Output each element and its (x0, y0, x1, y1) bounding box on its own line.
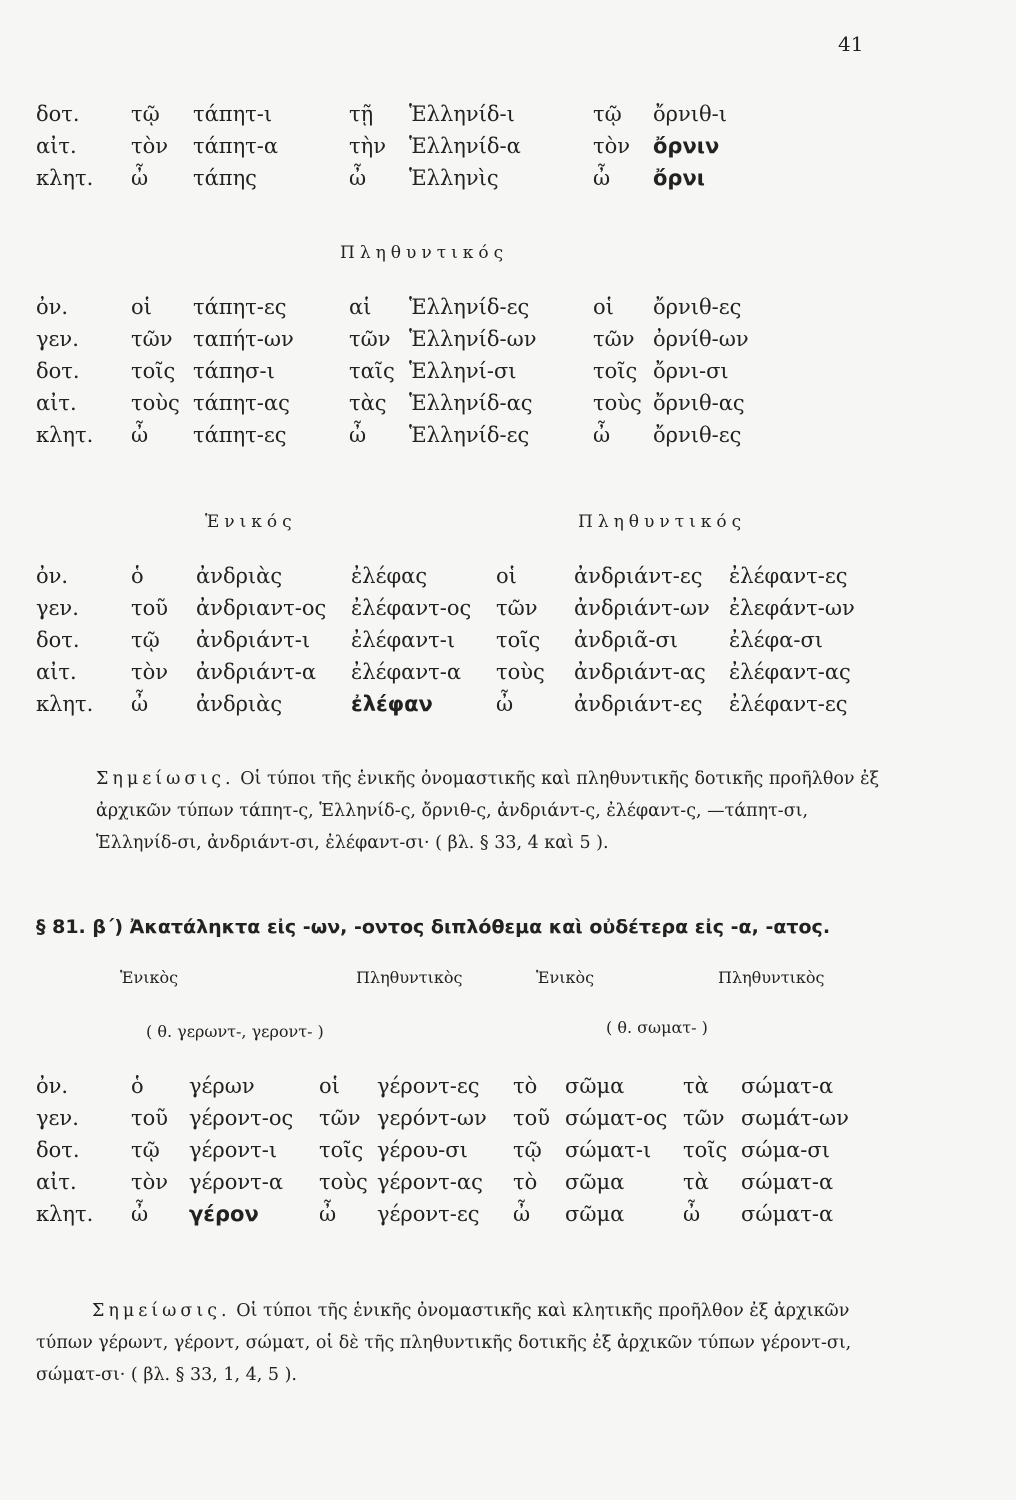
table-row (36, 387, 803, 419)
article: ὦ (496, 692, 514, 716)
word-form: ἀνδριάντ-ων (574, 596, 710, 620)
word-form: Ἑλληνὶς (409, 166, 499, 190)
word-form: ἐλέφαντ-ες (729, 564, 848, 588)
declension-table-4 (36, 1070, 881, 1230)
plural-heading: Πληθυντικός (340, 243, 509, 263)
word-form: γέροντ-ες (377, 1202, 480, 1226)
word-form: γέροντ-ος (189, 1106, 294, 1130)
article: τῷ (131, 628, 160, 652)
word-form: γέροντ-α (189, 1170, 284, 1194)
word-form: γέρων (189, 1074, 255, 1098)
word-form: σώματ-ι (565, 1138, 652, 1162)
article: τοῖς (319, 1138, 364, 1162)
table-row (36, 560, 894, 592)
note-text: Οἱ τύποι τῆς ἑνικῆς ὀνομαστικῆς καὶ πληθυντικῆς δοτικῆς προῆλθον ἐξ ἀρχικῶν τύπων τάπητ-ς, Ἑλληνίδ-ς, ὄρνιθ-ς, ἀνδριάντ-ς, ἐλέφαντ-ς, —τάπητ-σι, Ἑλληνίδ-σι, ἀνδριάντ-σι, ἐλέφαντ-σι· ( βλ. § 33, 4 καὶ 5 ). (96, 769, 880, 853)
article: ὦ (349, 166, 367, 190)
column-header-singular-2: Ἑνικὸς (536, 968, 595, 987)
word-form: σώματ-α (741, 1202, 834, 1226)
article: τῶν (319, 1106, 361, 1130)
table-row (36, 130, 803, 162)
case-label: δοτ. (36, 359, 80, 383)
article: τοὺς (131, 391, 180, 415)
article: τοῖς (683, 1138, 728, 1162)
word-form: σώματ-α (741, 1074, 834, 1098)
article: ὦ (131, 166, 149, 190)
word-form: ἐλέφαντ-ος (351, 596, 472, 620)
article: τῶν (131, 327, 173, 351)
word-form: σώματ-α (741, 1170, 834, 1194)
word-form: Ἑλληνίδ-ων (409, 327, 537, 351)
article: τὸν (131, 1170, 169, 1194)
article: ὦ (131, 692, 149, 716)
word-form: τάπητ-ι (193, 102, 273, 126)
word-form: γέροντ-ι (189, 1138, 278, 1162)
table-row (36, 1102, 881, 1134)
article: τῇ (349, 102, 374, 126)
article: ταῖς (349, 359, 395, 383)
case-label: δοτ. (36, 102, 80, 126)
article: τῷ (513, 1138, 542, 1162)
word-form: Ἑλληνίδ-ες (409, 423, 530, 447)
article: οἱ (593, 295, 614, 319)
word-form: Ἑλληνί-σι (409, 359, 517, 383)
column-header-singular: Ἑνικὸς (120, 968, 179, 987)
case-label: δοτ. (36, 628, 80, 652)
word-form: ἀνδριὰς (196, 564, 283, 588)
article: ὦ (593, 166, 611, 190)
article: ὦ (349, 423, 367, 447)
table-row (36, 355, 803, 387)
word-form: ἀνδριάντ-ες (574, 692, 703, 716)
case-label: γεν. (36, 327, 79, 351)
declension-table-2 (36, 291, 803, 451)
table-row (36, 98, 803, 130)
note-text: Οἱ τύποι τῆς ἑνικῆς ὀνομαστικῆς καὶ κλητικῆς προῆλθον ἐξ ἀρχικῶν τύπων γέρωντ, γέροντ, σώματ, οἱ δὲ τῆς πληθυντικῆς δοτικῆς ἐξ ἀρχικῶν τύπων γέροντ-σι, σώματ-σι· ( βλ. § 33, 1, 4, 5 ). (36, 1301, 852, 1385)
table-row (36, 291, 803, 323)
table-row (36, 419, 803, 451)
word-form: σώματ-ος (565, 1106, 668, 1130)
table-row (36, 592, 894, 624)
article: τὸ (513, 1170, 538, 1194)
case-label: ὀν. (36, 1074, 69, 1098)
word-form: τάπητ-ες (193, 295, 287, 319)
case-label: δοτ. (36, 1138, 80, 1162)
table-row (36, 1070, 881, 1102)
theme-label-left: ( θ. γερωντ-, γεροντ- ) (146, 1022, 324, 1041)
case-label: αἰτ. (36, 134, 77, 158)
article: ὦ (683, 1202, 701, 1226)
article: τὰ (683, 1074, 709, 1098)
article: τοῖς (593, 359, 638, 383)
article: τῶν (593, 327, 635, 351)
word-form: ἀνδριάντ-ας (574, 660, 706, 684)
case-label: κλητ. (36, 692, 94, 716)
column-header-plural: Πληθυντικὸς (356, 968, 463, 987)
word-form: ἐλέφαντ-ι (351, 628, 456, 652)
word-form: σωμάτ-ων (741, 1106, 849, 1130)
table-row (36, 624, 894, 656)
article: τοῖς (131, 359, 176, 383)
word-form: Ἑλληνίδ-α (409, 134, 521, 158)
article: τὸν (593, 134, 631, 158)
page-number: 41 (838, 32, 864, 56)
table-row (36, 688, 894, 720)
word-form: ἀνδριᾶ-σι (574, 628, 679, 652)
note-lead: Σημείωσις. (96, 769, 235, 789)
article: ὦ (319, 1202, 337, 1226)
word-form: ἀνδριάντ-ι (196, 628, 311, 652)
section-heading: § 81. β΄) Ἀκατάληκτα εἰς -ων, -οντος διπλόθεμα καὶ οὐδέτερα εἰς -α, -ατος. (36, 916, 831, 938)
word-form: ἀνδριαντ-ος (196, 596, 327, 620)
table-row (36, 1166, 881, 1198)
case-label: κλητ. (36, 1202, 94, 1226)
note-paragraph-2 (36, 1295, 891, 1391)
case-label: γεν. (36, 1106, 79, 1130)
case-label: αἰτ. (36, 660, 77, 684)
article: τὸ (513, 1074, 538, 1098)
theme-label-right: ( θ. σωματ- ) (606, 1018, 708, 1037)
word-form: τάπης (193, 166, 257, 190)
article: τῷ (593, 102, 622, 126)
word-form: τάπητ-ες (193, 423, 287, 447)
article: τοὺς (319, 1170, 368, 1194)
word-form-bold: γέρον (189, 1202, 259, 1226)
word-form-bold: ὄρνι (653, 166, 705, 190)
article: τῶν (349, 327, 391, 351)
article: ὦ (593, 423, 611, 447)
case-label: κλητ. (36, 166, 94, 190)
declension-table-3 (36, 560, 894, 720)
article: τὰ (683, 1170, 709, 1194)
plural-heading-2: Πληθυντικός (578, 512, 747, 532)
case-label: γεν. (36, 596, 79, 620)
word-form: τάπησ-ι (193, 359, 275, 383)
word-form: ἐλέφα-σι (729, 628, 824, 652)
article: αἱ (349, 295, 372, 319)
word-form: τάπητ-α (193, 134, 279, 158)
column-header-plural-2: Πληθυντικὸς (718, 968, 825, 987)
word-form: γέροντ-ας (377, 1170, 483, 1194)
article: ὁ (131, 1074, 144, 1098)
article: τοῦ (131, 596, 169, 620)
word-form: ἐλέφαντ-ας (729, 660, 851, 684)
table-row (36, 656, 894, 688)
word-form-bold: ἐλέφαν (351, 692, 433, 716)
word-form: ὄρνιθ-ας (653, 391, 745, 415)
article: τὴν (349, 134, 386, 158)
word-form: ἀνδριὰς (196, 692, 283, 716)
word-form: Ἑλληνίδ-ι (409, 102, 515, 126)
table-row (36, 1198, 881, 1230)
case-label: ὀν. (36, 295, 69, 319)
article: οἱ (319, 1074, 340, 1098)
word-form-bold: ὄρνιν (653, 134, 720, 158)
word-form: σῶμα (565, 1170, 625, 1194)
word-form: ἀνδριάντ-ες (574, 564, 703, 588)
note-lead: Σημείωσις. (92, 1301, 231, 1321)
article: τῷ (131, 102, 160, 126)
word-form: ὄρνιθ-ι (653, 102, 727, 126)
article: ὦ (131, 1202, 149, 1226)
case-label: ὀν. (36, 564, 69, 588)
article: τοὺς (496, 660, 545, 684)
word-form: ὄρνιθ-ες (653, 295, 742, 319)
singular-heading: Ἑνικός (205, 512, 297, 532)
article: τὸν (131, 134, 169, 158)
article: τοῦ (513, 1106, 551, 1130)
article: ὁ (131, 564, 144, 588)
word-form: γερόντ-ων (377, 1106, 487, 1130)
word-form: ταπήτ-ων (193, 327, 294, 351)
word-form: γέροντ-ες (377, 1074, 480, 1098)
word-form: ἐλέφαντ-α (351, 660, 462, 684)
article: τοῦ (131, 1106, 169, 1130)
article: τοὺς (593, 391, 642, 415)
table-row (36, 1134, 881, 1166)
article: τῷ (131, 1138, 160, 1162)
case-label: κλητ. (36, 423, 94, 447)
word-form: σώμα-σι (741, 1138, 830, 1162)
article: οἱ (496, 564, 517, 588)
word-form: ὄρνι-σι (653, 359, 729, 383)
word-form: ὀρνίθ-ων (653, 327, 749, 351)
word-form: Ἑλληνίδ-ας (409, 391, 533, 415)
article: τὸν (131, 660, 169, 684)
word-form: ἐλέφας (351, 564, 428, 588)
case-label: αἰτ. (36, 391, 77, 415)
article: ὦ (513, 1202, 531, 1226)
table-row (36, 162, 803, 194)
word-form: τάπητ-ας (193, 391, 290, 415)
article: τοῖς (496, 628, 541, 652)
case-label: αἰτ. (36, 1170, 77, 1194)
word-form: ἐλέφαντ-ες (729, 692, 848, 716)
article: οἱ (131, 295, 152, 319)
word-form: ἐλεφάντ-ων (729, 596, 855, 620)
article: τῶν (496, 596, 538, 620)
article: τὰς (349, 391, 387, 415)
article: τῶν (683, 1106, 725, 1130)
word-form: Ἑλληνίδ-ες (409, 295, 530, 319)
word-form: ἀνδριάντ-α (196, 660, 317, 684)
table-row (36, 323, 803, 355)
word-form: σῶμα (565, 1202, 625, 1226)
declension-table-1 (36, 98, 803, 194)
word-form: σῶμα (565, 1074, 625, 1098)
word-form: γέρου-σι (377, 1138, 468, 1162)
note-paragraph-1 (96, 763, 891, 859)
word-form: ὄρνιθ-ες (653, 423, 742, 447)
article: ὦ (131, 423, 149, 447)
